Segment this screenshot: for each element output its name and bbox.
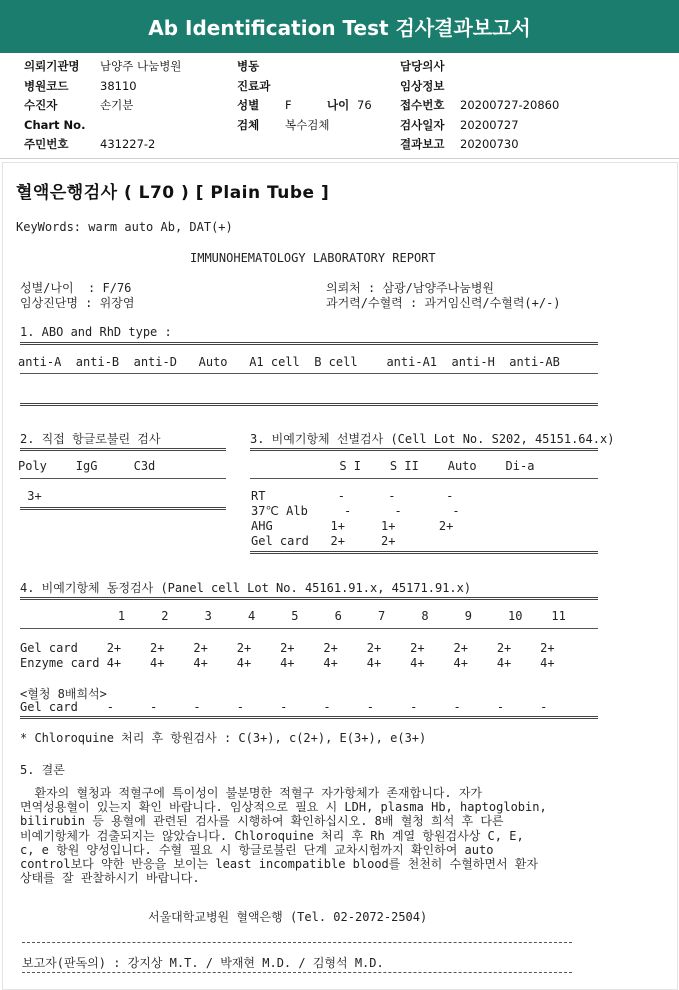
panel-row-enzyme: Enzyme card 4+ 4+ 4+ 4+ 4+ 4+ 4+ 4+ 4+ 4+ 4+ <box>20 656 555 670</box>
history: 과거력/수혈력 : 과거임신력/수혈력(+/-) <box>326 296 561 310</box>
label-physician: 담당의사 <box>400 59 445 73</box>
panel-rule-top <box>20 597 598 600</box>
screening-row-ahg: AHG 1+ 1+ 2+ <box>251 519 454 533</box>
panel-rule-bottom <box>20 716 598 719</box>
abo-rule-top <box>20 342 598 345</box>
value-hospital-code: 38110 <box>100 78 137 93</box>
value-patient: 손기분 <box>100 98 134 112</box>
label-chart-no: Chart No. <box>24 117 86 132</box>
panel-row-gel: Gel card 2+ 2+ 2+ 2+ 2+ 2+ 2+ 2+ 2+ 2+ 2+ <box>20 641 555 655</box>
screening-row-rt: RT - - - <box>251 489 454 503</box>
conclusion-title: 5. 결론 <box>20 763 65 777</box>
dat-rule-mid <box>20 478 226 479</box>
label-department: 진료과 <box>237 78 271 93</box>
value-age: 76 <box>357 98 372 112</box>
value-specimen: 복수검체 <box>285 117 330 132</box>
dat-header: Poly IgG C3d <box>18 459 156 473</box>
screening-title: 3. 비예기항체 선별검사 (Cell Lot No. S202, 45151.64.x) <box>250 432 615 446</box>
reporter: 보고자(판독의) : 강지상 M.T. / 박재현 M.D. / 김형석 M.D. <box>22 956 384 970</box>
label-patient: 수진자 <box>24 98 58 112</box>
screening-header: S I S II Auto Di-a <box>296 459 535 473</box>
requester: 의뢰처 : 삼광/남양주나눔병원 <box>326 281 495 295</box>
chloroquine-result: * Chloroquine 처리 후 항원검사 : C(3+), c(2+), E(3+), e(3+) <box>20 731 427 745</box>
label-specimen: 검체 <box>237 117 260 132</box>
label-clinical-info: 임상정보 <box>400 78 445 93</box>
report-title: Ab Identification Test 검사결과보고서 <box>0 0 679 53</box>
label-resident-no: 주민번호 <box>24 137 69 151</box>
screening-row-gel: Gel card 2+ 2+ <box>251 534 396 548</box>
value-report-date: 20200730 <box>460 137 519 151</box>
screening-rule-mid <box>250 478 598 479</box>
label-age: 나이 <box>327 98 350 112</box>
reporter-rule-top <box>22 942 572 943</box>
label-receipt-no: 접수번호 <box>400 98 445 112</box>
header-col2 <box>237 57 372 135</box>
dat-rule-top <box>20 448 226 451</box>
panel-header: 1 2 3 4 5 6 7 8 9 10 11 <box>24 609 566 623</box>
dat-result: 3+ <box>20 489 42 503</box>
label-hospital-code: 병원코드 <box>24 78 69 93</box>
value-sex: F <box>285 98 292 112</box>
label-test-date: 검사일자 <box>400 117 445 132</box>
value-test-date: 20200727 <box>460 117 519 132</box>
dat-title: 2. 직접 항글로불린 검사 <box>20 432 161 446</box>
header-col1 <box>24 57 181 155</box>
label-institution: 의뢰기관명 <box>24 59 80 73</box>
screening-rule-top <box>250 448 598 451</box>
sex-age: 성별/나이 : F/76 <box>20 281 132 295</box>
abo-rhd-title: 1. ABO and RhD type : <box>20 325 172 339</box>
keywords: KeyWords: warm auto Ab, DAT(+) <box>16 220 233 234</box>
dilution-row: Gel card - - - - - - - - - - - <box>20 700 548 714</box>
value-institution: 남양주 나눔병원 <box>100 59 182 73</box>
header-col3 <box>400 57 559 155</box>
label-report-date: 결과보고 <box>400 137 445 151</box>
value-resident-no: 431227-2 <box>100 137 156 151</box>
panel-title: 4. 비예기항체 동정검사 (Panel cell Lot No. 45161.91.x, 45171.91.x) <box>20 581 472 595</box>
diagnosis: 임상진단명 : 위장염 <box>20 296 135 310</box>
hospital-contact: 서울대학교병원 혈액은행 (Tel. 02-2072-2504) <box>148 910 428 924</box>
lab-title: IMMUNOHEMATOLOGY LABORATORY REPORT <box>190 251 436 265</box>
label-sex: 성별 <box>237 98 260 112</box>
dilution-title: <혈청 8배희석> <box>20 687 107 701</box>
label-ward: 병동 <box>237 59 260 73</box>
value-receipt-no: 20200727-20860 <box>460 98 560 112</box>
abo-rule-bottom <box>20 403 598 406</box>
screening-row-37c: 37℃ Alb - - - <box>251 504 460 518</box>
panel-rule-mid <box>20 628 598 629</box>
dat-rule-bottom <box>20 507 226 510</box>
abo-rhd-header: anti-A anti-B anti-D Auto A1 cell B cell anti-A1 anti-H anti-AB <box>18 355 560 369</box>
reporter-rule-bottom <box>22 972 572 973</box>
conclusion-text: 환자의 혈청과 적혈구에 특이성이 불분명한 적혈구 자가항체가 존재합니다. 자가 면역성용혈이 있는지 확인 바랍니다. 임상적으로 필요 시 LDH, plasma Hb, haptoglobin, bilirubin 등 용혈에 관련된 검사를 시행하여 확인하십시오. 8배 혈청 희석 후 다른 비예기항체가 검출되지는 않았습니다. Chloroquine 처리 후 Rh 계열 항원검사상 C, E, c, e 항원 양성입니다. 수혈 필요 시 항글로불린 단계 교차시험까지 확인하여 auto control보다 약한 반응을 보이는 least incompatible blood를 천천히 수혈하면서 환자 상태를 잘 관찰하시기 바랍니다. <box>20 786 547 886</box>
abo-rule-mid <box>20 373 598 374</box>
header-divider <box>0 158 679 159</box>
screening-rule-bottom <box>250 551 598 554</box>
section-title: 혈액은행검사 ( L70 ) [ Plain Tube ] <box>16 183 330 203</box>
